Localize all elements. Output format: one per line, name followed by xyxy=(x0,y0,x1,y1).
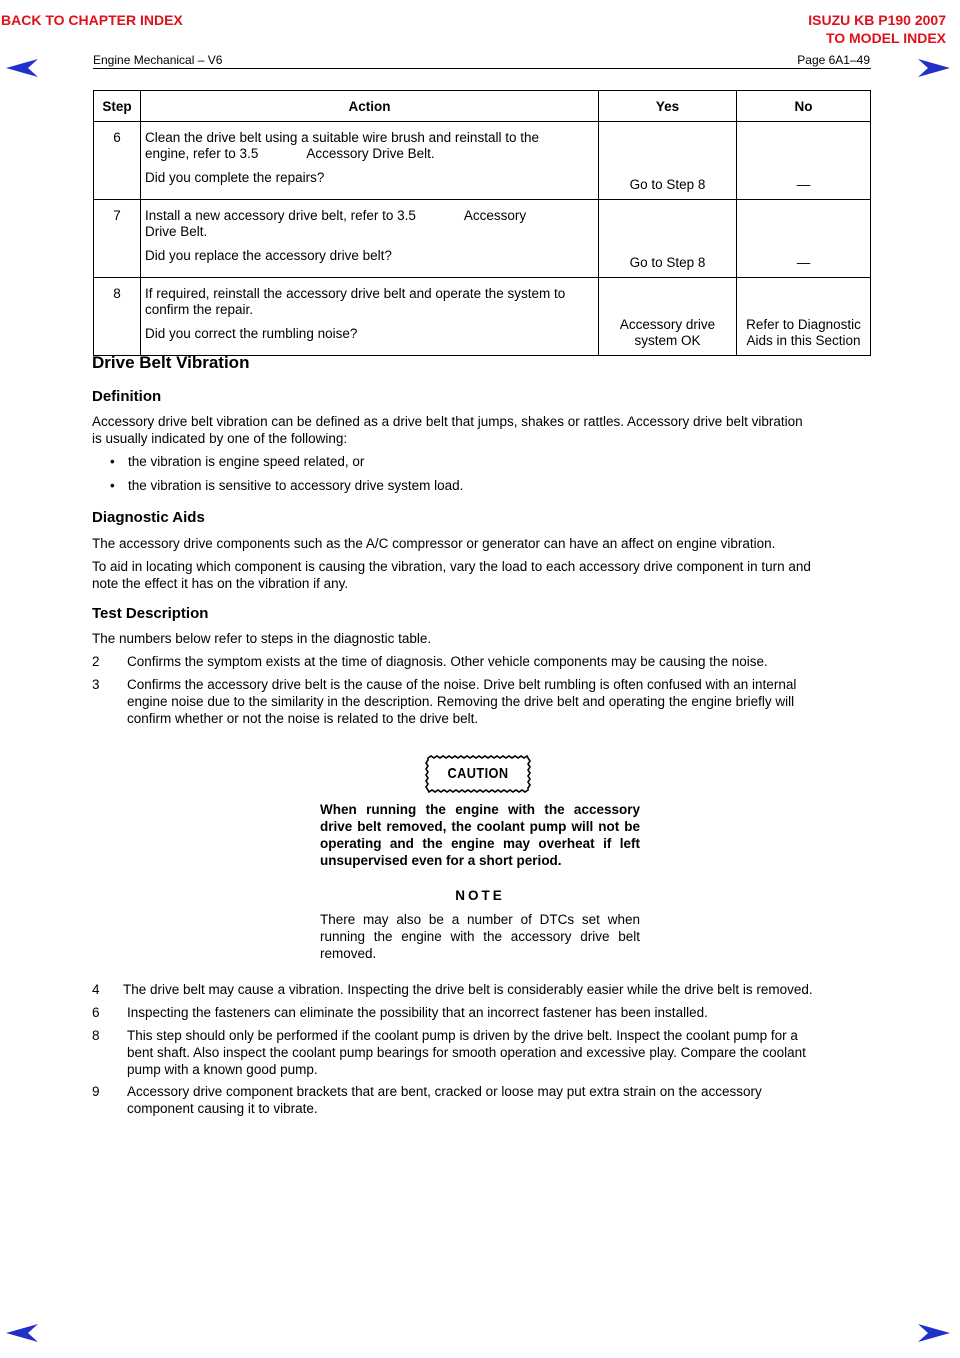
step-no xyxy=(737,278,871,356)
definition-heading: Definition xyxy=(92,388,162,405)
step-yes xyxy=(599,278,737,356)
step-yes: Go to Step 8 xyxy=(599,122,737,200)
col-header-no: No xyxy=(737,91,871,122)
action-line: confirm the repair. xyxy=(145,302,254,317)
step-action xyxy=(141,122,599,200)
bullet-icon: • xyxy=(110,454,115,469)
test-description-intro: The numbers below refer to steps in the diagnostic table. xyxy=(92,631,432,646)
list-item-text-line: confirm whether or not the noise is related to the drive belt. xyxy=(127,711,479,726)
col-header-step: Step xyxy=(94,91,141,122)
step-number: 7 xyxy=(94,200,141,278)
list-item-text-line: Confirms the accessory drive belt is the cause of the noise. Drive belt rumbling is often confused with an internal xyxy=(127,677,797,692)
list-item-text: The drive belt may cause a vibration. Inspecting the drive belt is considerably easier while the drive belt is removed. xyxy=(123,982,813,997)
previous-page-arrow-bottom-icon[interactable] xyxy=(4,1323,40,1343)
definition-bullet: the vibration is engine speed related, or xyxy=(128,454,365,469)
list-item-text-line: engine noise due to the similarity in the description. Removing the drive belt and operating the engine briefly will xyxy=(127,694,795,709)
action-line: Drive Belt. xyxy=(145,224,208,239)
table-row xyxy=(94,278,871,356)
step-action xyxy=(141,278,599,356)
list-item-text-line: bent shaft. Also inspect the coolant pump bearings for smooth operation and excessive play. Compare the coolant xyxy=(127,1045,806,1060)
step-number: 6 xyxy=(94,122,141,200)
diagnostic-table xyxy=(93,90,871,356)
no-line: Refer to Diagnostic xyxy=(746,317,861,332)
list-item xyxy=(92,1083,882,1117)
list-item-number: 4 xyxy=(92,982,100,997)
col-header-action: Action xyxy=(141,91,599,122)
step-no: — xyxy=(737,122,871,200)
list-item xyxy=(92,676,882,727)
caution-text: When running the engine with the accessory drive belt removed, the coolant pump will not be operating and the engine may overheat if left unsupervised even for a short period. xyxy=(320,802,640,868)
table-row xyxy=(94,200,871,278)
back-to-chapter-index-link[interactable]: BACK TO CHAPTER INDEX xyxy=(1,12,183,28)
test-description-heading: Test Description xyxy=(92,605,209,622)
list-item xyxy=(92,981,882,998)
note-text: There may also be a number of DTCs set when running the engine with the accessory drive belt removed. xyxy=(320,912,640,961)
list-item-number: 9 xyxy=(92,1084,100,1099)
list-item-number: 2 xyxy=(92,654,100,669)
diagnostic-aids-heading: Diagnostic Aids xyxy=(92,509,205,526)
model-title[interactable]: ISUZU KB P190 2007 xyxy=(808,12,946,28)
list-item-text: Confirms the symptom exists at the time of diagnosis. Other vehicle components may be causing the noise. xyxy=(127,654,768,669)
header-left: Engine Mechanical – V6 xyxy=(93,53,223,67)
list-item-text-line: pump with a known good pump. xyxy=(127,1062,318,1077)
definition-text-line: is usually indicated by one of the following: xyxy=(92,431,348,446)
step-yes: Go to Step 8 xyxy=(599,200,737,278)
list-item-number: 8 xyxy=(92,1028,100,1043)
diagnostic-aids-text-line: To aid in locating which component is causing the vibration, vary the load to each accessory drive component in turn and xyxy=(92,559,811,574)
definition-bullet: the vibration is sensitive to accessory drive system load. xyxy=(128,478,464,493)
col-header-yes: Yes xyxy=(599,91,737,122)
diagnostic-aids-text-line: note the effect it has on the vibration if any. xyxy=(92,576,349,591)
list-item xyxy=(92,1004,882,1021)
yes-line: system OK xyxy=(634,333,701,348)
header-rule xyxy=(93,68,871,69)
list-item-text-line: This step should only be performed if the coolant pump is driven by the drive belt. Inspect the coolant pump for a xyxy=(127,1028,798,1043)
action-question: Did you complete the repairs? xyxy=(145,170,325,185)
note-label: NOTE xyxy=(455,888,505,903)
table-row xyxy=(94,122,871,200)
previous-page-arrow-icon[interactable] xyxy=(4,58,40,78)
bullet-icon: • xyxy=(110,478,115,493)
list-item xyxy=(92,1027,882,1078)
no-line: Aids in this Section xyxy=(746,333,861,348)
diagnostic-aids-text: The accessory drive components such as the A/C compressor or generator can have an affect on engine vibration. xyxy=(92,536,776,551)
list-item-number: 3 xyxy=(92,677,100,692)
step-no: — xyxy=(737,200,871,278)
action-question: Did you replace the accessory drive belt? xyxy=(145,248,392,263)
list-item-text: Inspecting the fasteners can eliminate the possibility that an incorrect fastener has been installed. xyxy=(127,1005,708,1020)
step-number: 8 xyxy=(94,278,141,356)
list-item-text-line: Accessory drive component brackets that are bent, cracked or loose may put extra strain on the accessory xyxy=(127,1084,762,1099)
list-item xyxy=(92,653,882,670)
table-header-row xyxy=(94,91,871,122)
action-line: Clean the drive belt using a suitable wire brush and reinstall to the xyxy=(145,130,539,145)
next-page-arrow-bottom-icon[interactable] xyxy=(916,1323,952,1343)
to-model-index-link[interactable]: TO MODEL INDEX xyxy=(825,30,946,46)
caution-label: CAUTION xyxy=(447,765,509,782)
definition-text-line: Accessory drive belt vibration can be defined as a drive belt that jumps, shakes or rattles. Accessory drive belt vibration xyxy=(92,414,803,429)
header-right: Page 6A1–49 xyxy=(797,53,870,67)
next-page-arrow-icon[interactable] xyxy=(916,58,952,78)
step-action xyxy=(141,200,599,278)
action-line: engine, refer to 3.5 Accessory Drive Belt. xyxy=(145,146,435,161)
list-item-text-line: component causing it to vibrate. xyxy=(127,1101,318,1116)
caution-badge xyxy=(425,755,531,793)
action-question: Did you correct the rumbling noise? xyxy=(145,326,358,341)
list-item-number: 6 xyxy=(92,1005,100,1020)
action-line: Install a new accessory drive belt, refer to 3.5 Accessory xyxy=(145,208,527,223)
yes-line: Accessory drive xyxy=(619,317,716,332)
section-title: Drive Belt Vibration xyxy=(92,353,250,372)
action-line: If required, reinstall the accessory drive belt and operate the system to xyxy=(145,286,566,301)
